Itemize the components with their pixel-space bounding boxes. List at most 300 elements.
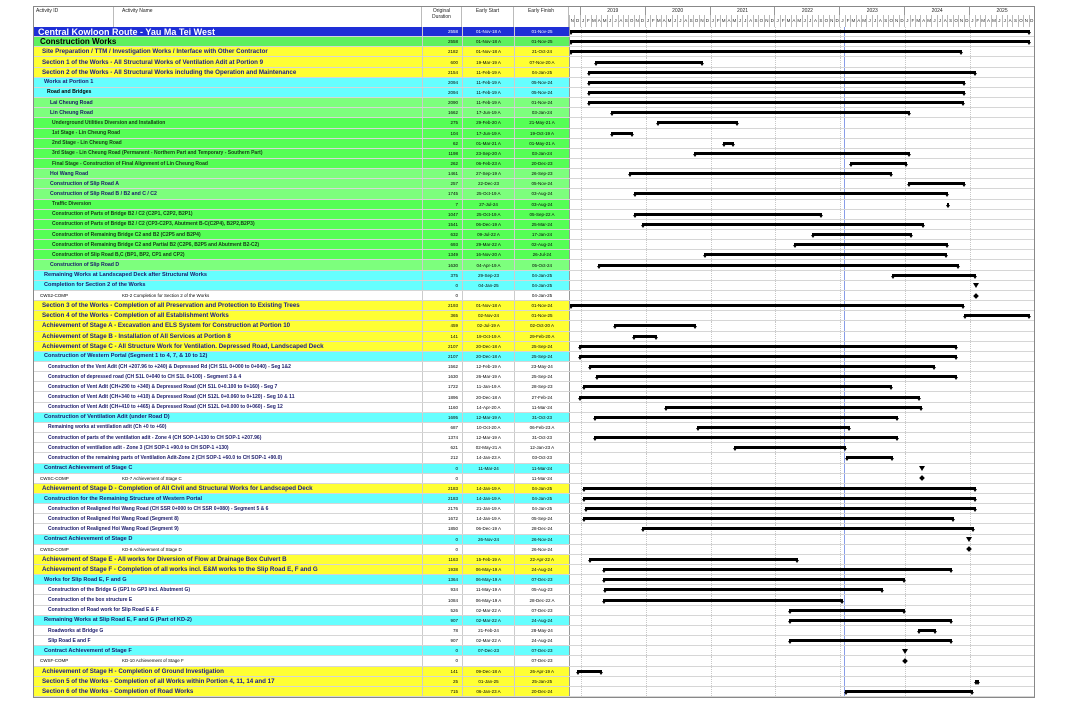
year-gridline: [646, 636, 647, 645]
original-duration: 0: [422, 646, 462, 655]
year-gridline: [581, 575, 582, 584]
early-finish: 29-Feb-20 A: [514, 332, 569, 341]
gantt-bar[interactable]: [589, 365, 936, 368]
milestone-arrow[interactable]: [919, 466, 925, 471]
gantt-bar[interactable]: [589, 558, 798, 561]
activity-name: Construction of depressed road (CH S1L 0+040 to CH S1L 0+100) - Segment 3 & 4: [48, 373, 242, 380]
gantt-bar[interactable]: [908, 182, 965, 185]
original-duration: 907: [422, 616, 462, 625]
gantt-timeline-cell: [569, 118, 1034, 127]
gantt-bar[interactable]: [846, 456, 893, 459]
timeline-month-label: M: [656, 15, 661, 27]
table-row[interactable]: [34, 464, 1034, 474]
gantt-timeline-cell: [569, 494, 1034, 503]
gantt-bar[interactable]: [595, 61, 703, 64]
year-gridline: [775, 656, 776, 665]
table-row[interactable]: [34, 189, 1034, 199]
early-start: 17-Jun-19 A: [462, 108, 514, 117]
gantt-bar[interactable]: [603, 578, 904, 581]
gantt-bar[interactable]: [918, 629, 935, 632]
early-start: 01-Nov-18 A: [462, 27, 514, 36]
year-gridline: [775, 291, 776, 300]
table-row[interactable]: [34, 250, 1034, 260]
year-gridline: [840, 535, 841, 544]
milestone-diamond[interactable]: [919, 475, 925, 481]
gantt-timeline-cell: [569, 200, 1034, 209]
gantt-bar[interactable]: [596, 375, 957, 378]
table-row[interactable]: [34, 260, 1034, 270]
original-duration: 212: [422, 453, 462, 462]
year-gridline: [970, 413, 971, 422]
table-row[interactable]: [34, 78, 1034, 88]
year-gridline: [970, 616, 971, 625]
timeline-month-label: F: [650, 15, 655, 27]
table-row[interactable]: [34, 595, 1034, 605]
activity-name: Roadworks at Bridge G: [48, 627, 104, 634]
gantt-bar[interactable]: [570, 304, 964, 307]
year-gridline: [775, 535, 776, 544]
table-row[interactable]: [34, 636, 1034, 646]
year-gridline: [581, 179, 582, 188]
early-start: 29-Mar-22 A: [462, 240, 514, 249]
gantt-bar[interactable]: [583, 517, 954, 520]
year-gridline: [711, 159, 712, 168]
table-row[interactable]: [34, 230, 1034, 240]
table-row[interactable]: [34, 423, 1034, 433]
gantt-timeline-cell: [569, 403, 1034, 412]
table-row[interactable]: [34, 382, 1034, 392]
early-start: 22-Dec-23: [462, 179, 514, 188]
activity-name: Achievement of Stage C - All Structure Work for Ventilation. Depressed Road, Landscaped Deck: [42, 342, 324, 350]
table-row[interactable]: [34, 220, 1034, 230]
table-row[interactable]: [34, 667, 1034, 677]
year-gridline: [581, 240, 582, 249]
table-row[interactable]: [34, 139, 1034, 149]
original-duration: 0: [422, 281, 462, 290]
original-duration: 1850: [422, 524, 462, 533]
activity-name: Construction of the Vent Adit (CH +207.96 to +240) & Depressed Rd (CH S1L 0+000 to 0+040) - Seg 1&2: [48, 363, 291, 370]
table-row[interactable]: [34, 271, 1034, 281]
year-gridline: [905, 332, 906, 341]
gantt-timeline-cell: [569, 311, 1034, 320]
gantt-bar[interactable]: [579, 355, 958, 358]
early-finish: 28-Dec-22 A: [514, 595, 569, 604]
table-row[interactable]: [34, 240, 1034, 250]
milestone-diamond[interactable]: [902, 658, 908, 664]
year-gridline: [905, 210, 906, 219]
gantt-bar[interactable]: [614, 324, 696, 327]
gantt-bar[interactable]: [588, 101, 964, 104]
year-gridline: [646, 291, 647, 300]
year-gridline: [581, 646, 582, 655]
early-finish: 03-Aug-24: [514, 200, 569, 209]
gantt-bar[interactable]: [579, 396, 920, 399]
table-row[interactable]: [34, 98, 1034, 108]
timeline-month-label: S: [947, 15, 952, 27]
year-gridline: [970, 200, 971, 209]
year-gridline: [970, 118, 971, 127]
table-row[interactable]: [34, 159, 1034, 169]
original-duration: 934: [422, 585, 462, 594]
year-gridline: [581, 403, 582, 412]
gantt-bar[interactable]: [577, 670, 602, 673]
year-gridline: [581, 230, 582, 239]
data-date-line: [844, 311, 845, 320]
year-gridline: [840, 281, 841, 290]
gantt-bar[interactable]: [657, 121, 737, 124]
timeline-month-label: J: [742, 15, 747, 27]
table-row[interactable]: [34, 37, 1034, 47]
table-row[interactable]: [34, 656, 1034, 666]
early-start: 11-Feb-19 A: [462, 88, 514, 97]
gantt-bar[interactable]: [603, 568, 951, 571]
year-gridline: [970, 57, 971, 66]
year-gridline: [970, 301, 971, 310]
year-gridline: [711, 443, 712, 452]
data-date-line: [844, 129, 845, 138]
activity-name: Construction of Ventilation Adit (under Road D): [44, 414, 170, 421]
year-gridline: [711, 453, 712, 462]
year-gridline: [581, 271, 582, 280]
table-row[interactable]: [34, 342, 1034, 352]
early-finish: 11-Mar-24: [514, 464, 569, 473]
col-header-activity-name[interactable]: Activity Name: [114, 7, 422, 27]
original-duration: 1084: [422, 595, 462, 604]
gantt-bar[interactable]: [812, 233, 912, 236]
table-row[interactable]: [34, 403, 1034, 413]
table-row[interactable]: [34, 626, 1034, 636]
original-duration: 632: [422, 230, 462, 239]
activity-name: Central Kowloon Route - Yau Ma Tei West: [38, 27, 216, 37]
gantt-bar[interactable]: [594, 436, 899, 439]
table-row[interactable]: [34, 27, 1034, 37]
col-header-early-finish[interactable]: Early Finish: [514, 7, 569, 27]
timeline-year-label: 2025: [969, 7, 1034, 15]
gantt-timeline-cell: [569, 129, 1034, 138]
original-duration: 2183: [422, 484, 462, 493]
table-row[interactable]: [34, 372, 1034, 382]
original-duration: 1672: [422, 514, 462, 523]
table-row[interactable]: [34, 555, 1034, 565]
gantt-bar[interactable]: [947, 203, 949, 206]
gantt-bar[interactable]: [583, 385, 892, 388]
year-gridline: [646, 616, 647, 625]
gantt-bar[interactable]: [594, 416, 899, 419]
table-row[interactable]: [34, 332, 1034, 342]
data-date-line: [844, 677, 845, 686]
gantt-bar[interactable]: [789, 639, 952, 642]
early-finish: 03-Jan-24: [514, 149, 569, 158]
gantt-timeline-cell: [569, 464, 1034, 473]
gantt-bar[interactable]: [588, 81, 965, 84]
gantt-timeline-cell: [569, 240, 1034, 249]
early-finish: 06-Feb-23 A: [514, 423, 569, 432]
gantt-bar[interactable]: [588, 91, 965, 94]
table-row[interactable]: [34, 453, 1034, 463]
original-duration: 375: [422, 271, 462, 280]
table-row[interactable]: [34, 494, 1034, 504]
table-row[interactable]: [34, 281, 1034, 291]
activity-name: Underground Utilities Diversion and Installation: [52, 119, 166, 126]
data-date-line: [844, 535, 845, 544]
gantt-bar[interactable]: [570, 50, 962, 53]
gantt-bar[interactable]: [642, 527, 974, 530]
gantt-bar[interactable]: [603, 599, 843, 602]
gantt-bar[interactable]: [642, 223, 924, 226]
year-gridline: [581, 585, 582, 594]
table-row[interactable]: [34, 646, 1034, 656]
year-gridline: [581, 474, 582, 483]
gantt-bar[interactable]: [633, 335, 657, 338]
table-row[interactable]: [34, 687, 1034, 697]
gantt-bar[interactable]: [598, 264, 960, 267]
gantt-bar[interactable]: [604, 588, 882, 591]
gantt-bar[interactable]: [585, 507, 976, 510]
early-start: 01-Mar-21 A: [462, 139, 514, 148]
early-finish: 20-Dec-23: [514, 159, 569, 168]
early-start: 11-Feb-19 A: [462, 68, 514, 77]
original-duration: 1896: [422, 392, 462, 401]
activity-name: Achievement of Stage H - Completion of Ground Investigation: [42, 667, 224, 675]
early-start: 11-Mar-24: [462, 464, 514, 473]
timeline-month-label: M: [601, 15, 606, 27]
table-row[interactable]: [34, 524, 1034, 534]
original-duration: 907: [422, 636, 462, 645]
year-gridline: [840, 118, 841, 127]
milestone-arrow[interactable]: [973, 283, 979, 288]
early-finish: 01-Nov-25: [514, 311, 569, 320]
table-row[interactable]: [34, 443, 1034, 453]
table-row[interactable]: [34, 474, 1034, 484]
activity-name: KD-8 Achievement of Stage D: [122, 546, 182, 552]
table-row[interactable]: [34, 118, 1034, 128]
gantt-bar[interactable]: [975, 680, 979, 683]
timeline-month-label: F: [715, 15, 720, 27]
activity-name: Construction of Realigned Hoi Wang Road (Segment 8): [48, 515, 179, 522]
year-gridline: [970, 392, 971, 401]
gantt-bar[interactable]: [697, 426, 850, 429]
year-gridline: [581, 220, 582, 229]
table-row[interactable]: [34, 392, 1034, 402]
gantt-timeline-cell: [569, 656, 1034, 665]
timeline-month-label: D: [639, 15, 644, 27]
gantt-bar[interactable]: [734, 446, 845, 449]
table-row[interactable]: [34, 179, 1034, 189]
gantt-bar[interactable]: [850, 162, 907, 165]
timeline-month-label: N: [958, 15, 963, 27]
year-gridline: [775, 159, 776, 168]
timeline-month-label: N: [569, 15, 574, 27]
gantt-bar[interactable]: [611, 111, 910, 114]
gantt-timeline-cell: [569, 271, 1034, 280]
gantt-bar[interactable]: [583, 487, 975, 490]
year-gridline: [775, 626, 776, 635]
activity-id: CWSD-COMP: [40, 546, 69, 552]
table-row[interactable]: [34, 108, 1034, 118]
col-header-early-start[interactable]: Early Start: [462, 7, 514, 27]
table-row[interactable]: [34, 200, 1034, 210]
table-row[interactable]: [34, 57, 1034, 67]
gantt-bar[interactable]: [611, 132, 633, 135]
year-gridline: [905, 57, 906, 66]
gantt-bar[interactable]: [892, 274, 975, 277]
col-header-original-duration[interactable]: Original Duration: [422, 7, 462, 27]
gantt-bar[interactable]: [570, 30, 1030, 33]
table-row[interactable]: [34, 88, 1034, 98]
gantt-bar[interactable]: [665, 406, 922, 409]
year-gridline: [581, 210, 582, 219]
table-row[interactable]: [34, 585, 1034, 595]
table-row[interactable]: [34, 413, 1034, 423]
gantt-bar[interactable]: [588, 71, 975, 74]
early-start: [462, 474, 514, 483]
milestone-arrow[interactable]: [966, 537, 972, 542]
table-row[interactable]: [34, 514, 1034, 524]
year-gridline: [905, 545, 906, 554]
original-duration: 141: [422, 332, 462, 341]
timeline-month-label: N: [893, 15, 898, 27]
table-row[interactable]: [34, 362, 1034, 372]
year-gridline: [646, 656, 647, 665]
gantt-bar[interactable]: [583, 497, 975, 500]
timeline-month-label: J: [802, 15, 807, 27]
early-start: 25-Oct-19 A: [462, 210, 514, 219]
year-gridline: [711, 57, 712, 66]
timeline-month-label: A: [596, 15, 601, 27]
col-header-activity-id[interactable]: Activity ID: [34, 7, 114, 27]
table-row[interactable]: [34, 535, 1034, 545]
timeline-month-label: O: [1018, 15, 1023, 27]
year-gridline: [711, 200, 712, 209]
table-row[interactable]: [34, 575, 1034, 585]
year-gridline: [840, 332, 841, 341]
gantt-bar[interactable]: [634, 213, 822, 216]
timeline-month-label: J: [937, 15, 942, 27]
year-gridline: [970, 453, 971, 462]
table-row[interactable]: [34, 301, 1034, 311]
year-gridline: [711, 332, 712, 341]
original-duration: 1461: [422, 169, 462, 178]
year-gridline: [711, 271, 712, 280]
table-row[interactable]: [34, 504, 1034, 514]
table-row[interactable]: [34, 68, 1034, 78]
gantt-bar[interactable]: [845, 690, 973, 693]
gantt-bar[interactable]: [789, 619, 952, 622]
year-gridline: [581, 291, 582, 300]
table-row[interactable]: [34, 129, 1034, 139]
year-gridline: [905, 474, 906, 483]
activity-name: 3rd Stage - Lin Cheung Road (Permanent - Northern Part and Temporary - Southern Part): [52, 150, 263, 157]
early-finish: 26-Sep-23: [514, 169, 569, 178]
milestone-arrow[interactable]: [902, 649, 908, 654]
early-finish: 05-Nov-24: [514, 78, 569, 87]
timeline-month-label: O: [823, 15, 828, 27]
gantt-bar[interactable]: [629, 172, 892, 175]
year-gridline: [581, 149, 582, 158]
table-row[interactable]: [34, 149, 1034, 159]
milestone-diamond[interactable]: [973, 293, 979, 299]
year-gridline: [970, 606, 971, 615]
early-start: 20-Dec-18 A: [462, 392, 514, 401]
year-gridline: [581, 57, 582, 66]
activity-name: Lin Cheung Road: [50, 109, 93, 116]
table-row[interactable]: [34, 484, 1034, 494]
gantt-timeline-cell: [569, 98, 1034, 107]
table-row[interactable]: [34, 545, 1034, 555]
year-gridline: [775, 453, 776, 462]
table-row[interactable]: [34, 321, 1034, 331]
early-start: 02-May-21 A: [462, 443, 514, 452]
year-gridline: [581, 677, 582, 686]
year-gridline: [970, 179, 971, 188]
gantt-timeline-cell: [569, 667, 1034, 676]
year-gridline: [970, 403, 971, 412]
year-gridline: [905, 595, 906, 604]
year-gridline: [581, 88, 582, 97]
activity-name: Contract Achievement of Stage C: [44, 465, 133, 472]
gantt-bar[interactable]: [964, 314, 1029, 317]
table-row[interactable]: [34, 565, 1034, 575]
timeline-month-label: M: [666, 15, 671, 27]
gantt-bar[interactable]: [789, 609, 905, 612]
year-gridline: [970, 260, 971, 269]
original-duration: 1630: [422, 260, 462, 269]
gantt-timeline-cell: [569, 57, 1034, 66]
year-gridline: [775, 57, 776, 66]
data-date-line: [844, 200, 845, 209]
early-finish: 27-Feb-24: [514, 392, 569, 401]
year-gridline: [905, 626, 906, 635]
year-gridline: [646, 139, 647, 148]
gantt-bar[interactable]: [694, 152, 909, 155]
table-row[interactable]: [34, 169, 1034, 179]
gantt-timeline-cell: [569, 585, 1034, 594]
year-gridline: [775, 464, 776, 473]
table-row[interactable]: [34, 47, 1034, 57]
year-gridline: [646, 606, 647, 615]
early-finish: 03-Oct-23: [514, 453, 569, 462]
early-start: 29-Feb-20 A: [462, 118, 514, 127]
early-start: 12-Mar-19 A: [462, 433, 514, 442]
timeline-month-label: J: [774, 15, 779, 27]
table-row[interactable]: [34, 606, 1034, 616]
gantt-bar[interactable]: [794, 243, 948, 246]
table-row[interactable]: [34, 352, 1034, 362]
table-row[interactable]: [34, 677, 1034, 687]
original-duration: 141: [422, 667, 462, 676]
table-row[interactable]: [34, 291, 1034, 301]
table-row[interactable]: [34, 311, 1034, 321]
gantt-timeline-cell: [569, 149, 1034, 158]
table-row[interactable]: [34, 616, 1034, 626]
gantt-timeline-cell: [569, 210, 1034, 219]
timeline-month-label: N: [699, 15, 704, 27]
gantt-bar[interactable]: [579, 345, 958, 348]
early-finish: 05-Sep-24: [514, 514, 569, 523]
gantt-timeline-cell: [569, 504, 1034, 513]
early-finish: 11-Mar-24: [514, 474, 569, 483]
year-gridline: [581, 311, 582, 320]
original-duration: 2193: [422, 301, 462, 310]
year-gridline: [775, 677, 776, 686]
table-row[interactable]: [34, 433, 1034, 443]
gantt-bar[interactable]: [570, 40, 1030, 43]
table-row[interactable]: [34, 210, 1034, 220]
gantt-bar[interactable]: [723, 142, 734, 145]
gantt-bar[interactable]: [634, 192, 948, 195]
activity-name: Section 3 of the Works - Completion of all Preservation and Protection to Existing Trees: [42, 302, 300, 310]
gantt-bar[interactable]: [704, 253, 946, 256]
